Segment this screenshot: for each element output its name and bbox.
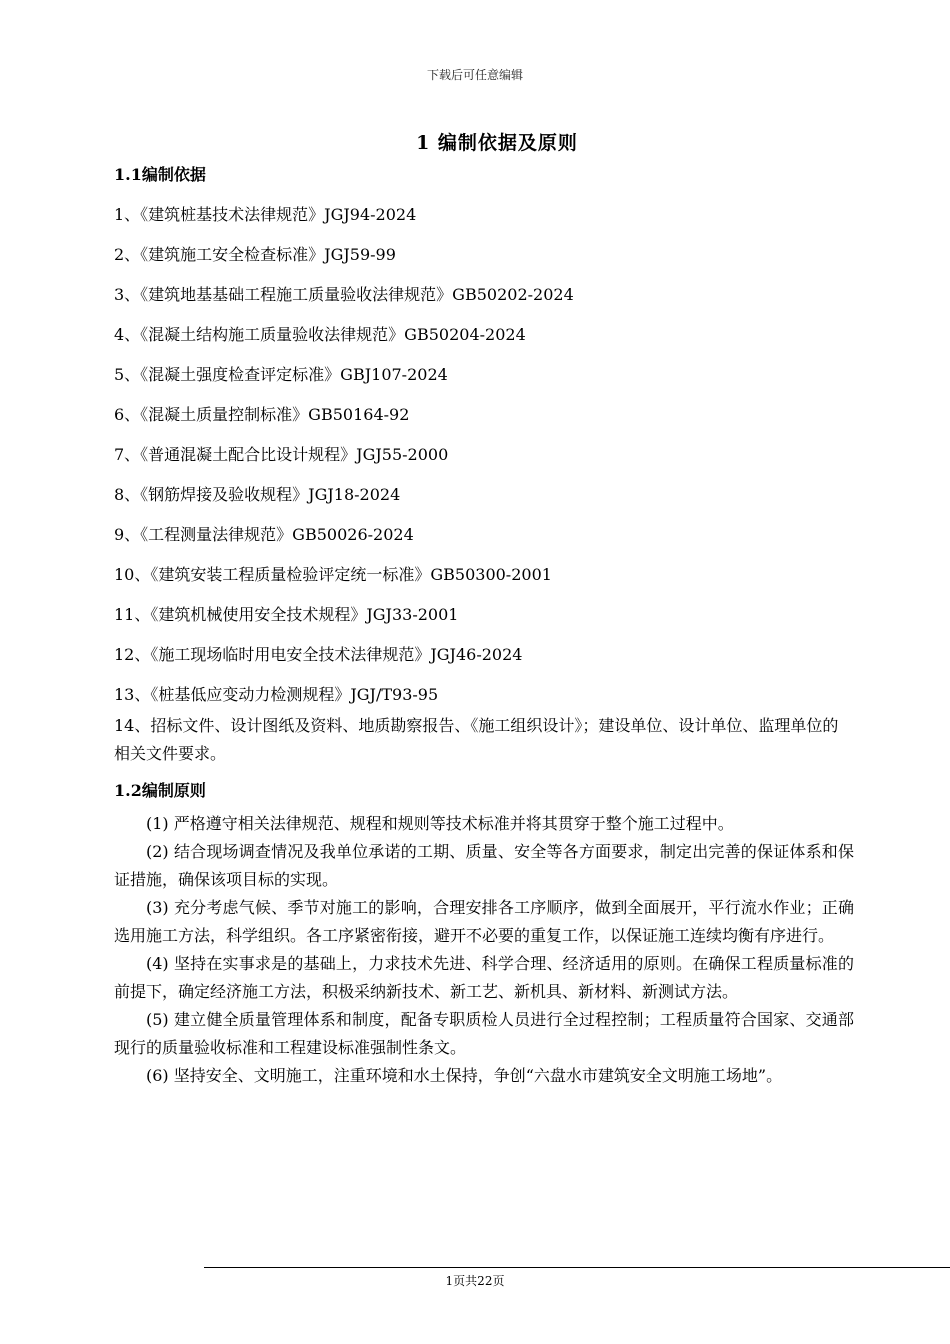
reference-item: 3、《建筑地基基础工程施工质量验收法律规范》GB50202-2024 — [114, 285, 574, 304]
footer-divider — [204, 1267, 950, 1268]
principle-paragraph: (1) 严格遵守相关法律规范、规程和规则等技术标准并将其贯穿于整个施工过程中。 — [146, 814, 734, 833]
chapter-title: 1 编制依据及原则 — [416, 132, 578, 154]
reference-item: 8、《钢筋焊接及验收规程》JGJ18-2024 — [114, 485, 401, 504]
reference-item: 4、《混凝土结构施工质量验收法律规范》GB50204-2024 — [114, 325, 526, 344]
reference-item: 13、《桩基低应变动力检测规程》JGJ/T93-95 — [114, 685, 439, 704]
reference-item: 5、《混凝土强度检查评定标准》GBJ107-2024 — [114, 365, 448, 384]
reference-item: 10、《建筑安装工程质量检验评定统一标准》GB50300-2001 — [114, 565, 552, 584]
section-heading-basis: 1.1编制依据 — [114, 165, 206, 184]
reference-item: 9、《工程测量法律规范》GB50026-2024 — [114, 525, 414, 544]
principle-paragraph: (2) 结合现场调查情况及我单位承诺的工期、质量、安全等各方面要求，制定出完善的保证体系和保证措施，确保该项目标的实现。 — [114, 842, 854, 889]
reference-item-14: 14、招标文件、设计图纸及资料、地质勘察报告、《施工组织设计》；建设单位、设计单位、监理单位的相关文件要求。 — [114, 716, 839, 763]
reference-item: 2、《建筑施工安全检查标准》JGJ59-99 — [114, 245, 396, 264]
page-header: 下载后可任意编辑 — [426, 68, 523, 82]
principle-paragraph: (3) 充分考虑气候、季节对施工的影响，合理安排各工序顺序，做到全面展开，平行流水作业；正确选用施工方法，科学组织。各工序紧密衔接，避开不必要的重复工作，以保证施工连续均衡有序进行。 — [114, 898, 854, 945]
principle-paragraph: (5) 建立健全质量管理体系和制度，配备专职质检人员进行全过程控制；工程质量符合国家、交通部现行的质量验收标准和工程建设标准强制性条文。 — [114, 1010, 854, 1057]
principle-paragraph: (6) 坚持安全、文明施工，注重环境和水土保持，争创“六盘水市建筑安全文明施工场地”。 — [146, 1066, 783, 1085]
reference-item: 1、《建筑桩基技术法律规范》JGJ94-2024 — [114, 205, 417, 224]
principles-list — [114, 810, 854, 1090]
reference-item: 12、《施工现场临时用电安全技术法律规范》JGJ46-2024 — [114, 645, 523, 664]
reference-item: 6、《混凝土质量控制标准》GB50164-92 — [114, 405, 410, 424]
section-heading-principles: 1.2编制原则 — [114, 781, 206, 800]
reference-item: 7、《普通混凝土配合比设计规程》JGJ55-2000 — [114, 445, 449, 464]
reference-item: 11、《建筑机械使用安全技术规程》JGJ33-2001 — [114, 605, 459, 624]
page-number: 1页共22页 — [445, 1274, 505, 1288]
principle-paragraph: (4) 坚持在实事求是的基础上，力求技术先进、科学合理、经济适用的原则。在确保工程质量标准的前提下，确定经济施工方法，积极采纳新技术、新工艺、新机具、新材料、新测试方法。 — [114, 954, 854, 1001]
